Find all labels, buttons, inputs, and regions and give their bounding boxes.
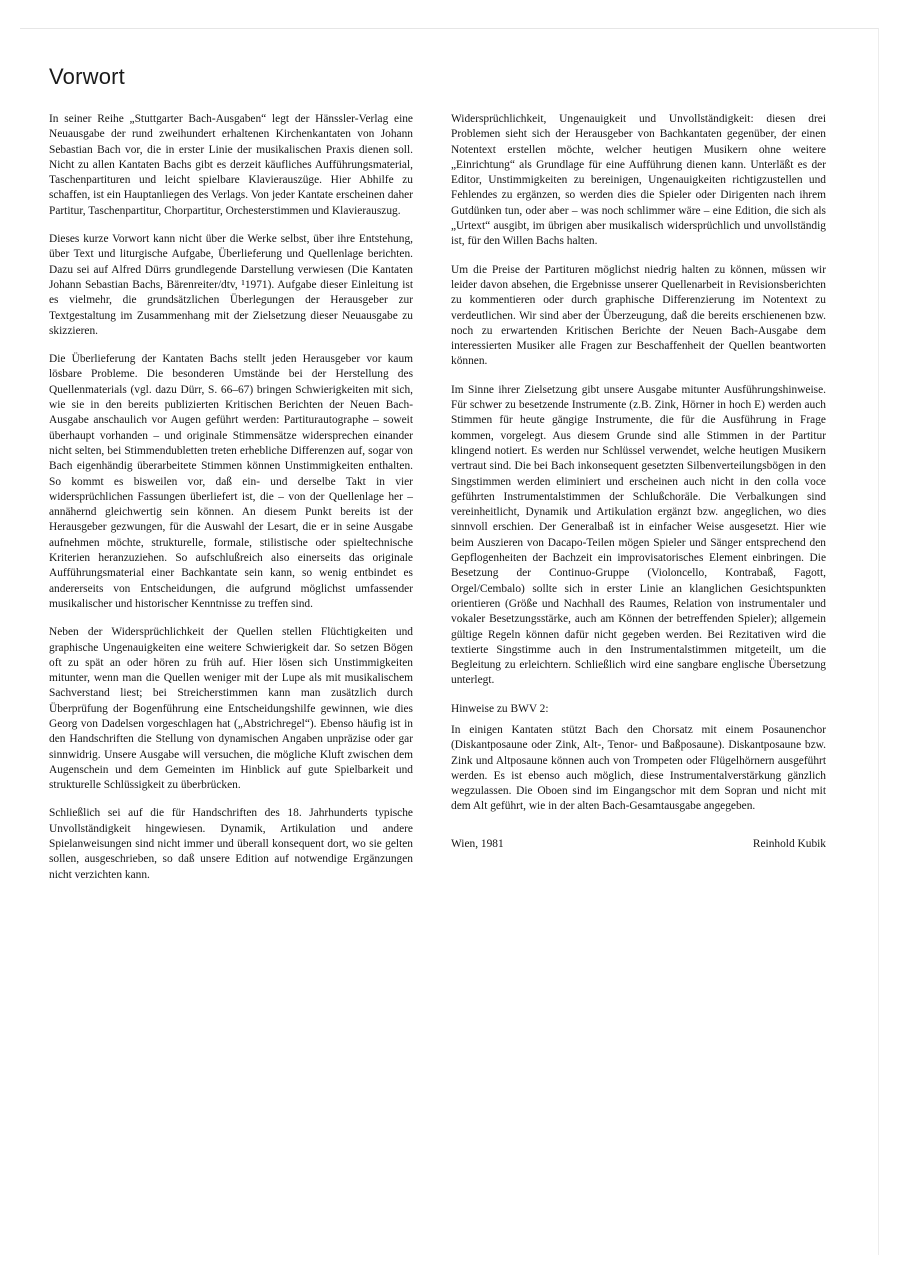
place-date: Wien, 1981	[451, 837, 504, 850]
paragraph: Widersprüchlichkeit, Ungenauigkeit und Unvollständigkeit: diesen drei Problemen sieht sich der Herausgeber von Bachkantaten gegenüber, der einen Notentext erstellen möchte, welcher heutigen Musikern ohne weitere „Einrichtung“ als Grundlage für eine Aufführung dienen kann. Unterläßt es der Editor, Unstimmigkeiten zu bereinigen, Ungenauigkeiten richtigzustellen und Fehlendes zu ergänzen, so werden dies die Spieler oder Dirigenten nach ihrem Gutdünken tun, oder aber – was noch schlimmer wäre – eine Edition, die sich als „Urtext“ ausgibt, im übrigen aber musikalisch widersprüchlich und unvollständig ist, für den Willen Bachs halten.	[451, 113, 826, 248]
hinweise-heading: Hinweise zu BWV 2:	[451, 702, 549, 715]
paragraph: Im Sinne ihrer Zielsetzung gibt unsere Ausgabe mitunter Ausführungshinweise. Für schwer zu besetzende Instrumente (z.B. Zink, Hörner in hoch E) werden auch Stimmen für heute gängige Instrumente, die für die Ausführung in Frage kommen, vorgelegt. Aus diesem Grunde sind alle Stimmen in der Partitur klingend notiert. Es werden nur Schlüssel verwendet, welche heutigen Musikern vertraut sind. Die bei Bach inkonsequent gesetzten Silbenverteilungsbögen in den Singstimmen werden eliminiert und erscheinen auch nicht in den colla voce geführten Instrumentalstimmen der Schlußchoräle. Die Verbalkungen sind vereinheitlicht, Dynamik und Artikulation ergänzt bzw. angeglichen, wo dies sinnvoll erschien. Der Generalbaß ist in einfacher Weise ausgesetzt. Hier wie beim Auszieren von Dacapo-Teilen mögen Spieler und Sänger entsprechend den Gepflogenheiten der Bachzeit ein improvisatorisches Element einbringen. Die Besetzung der Continuo-Gruppe (Violoncello, Kontrabaß, Fagott, Orgel/Cembalo) sollte sich in erster Linie an klanglichen Gesichtspunkten orientieren (Größe und Nachhall des Raumes, Relation von instrumentaler und vokaler Besetzungsstärke, auch am Können der betreffenden Spieler); allgemein gültige Regeln können dafür nicht gegeben werden. Bei Rezitativen wird die textierte Singstimme auch in den Instrumentalstimmen mitgeteilt, um die Begleitung zu erleichtern. Schließlich wird eine sangbare englische Übersetzung unterlegt.	[451, 383, 826, 687]
paragraph: In seiner Reihe „Stuttgarter Bach-Ausgaben“ legt der Hänssler-Verlag eine Neuausgabe der rund zweihundert erhaltenen Kirchenkantaten von Johann Sebastian Bach vor, die in erster Linie der musikalischen Praxis dienen soll. Nicht zu allen Kantaten Bachs gibt es derzeit käufliches Aufführungsmaterial, Taschenpartituren und leicht spielbare Klavierauszüge. Hier Abhilfe zu schaffen, ist ein Hauptanliegen des Verlags. Von jeder Kantate erscheinen daher Partitur, Taschenpartitur, Chorpartitur, Orchesterstimmen und Klavierauszug.	[49, 113, 413, 217]
page-title: Vorwort	[49, 64, 125, 89]
paragraph: Schließlich sei auf die für Handschriften des 18. Jahrhunderts typische Unvollständigkeit hingewiesen. Dynamik, Artikulation und andere Spielanweisungen sind nicht immer und überall konsequent dort, wo sie gelten sollen, ausgeschrieben, so daß unsere Edition auf notwendige Ergänzungen nicht verzichten kann.	[49, 807, 413, 881]
paragraph: Die Überlieferung der Kantaten Bachs stellt jeden Herausgeber vor kaum lösbare Probleme. Die besonderen Umstände bei der Herstellung des Quellenmaterials (vgl. dazu Dürr, S. 66–67) bringen Schwierigkeiten mit sich, wie sie in den bereits publizierten Kritischen Berichten der Neuen Bach-Ausgabe anschaulich vor Augen geführt werden: Partiturautographe – soweit überhaupt vorhanden – und originale Stimmensätze widersprechen einander nicht selten, bei Stimmendubletten treten erhebliche Differenzen auf, sogar von Bach eigenhändig überarbeitete Stimmen können Unstimmigkeiten enthalten. So kommt es bisweilen vor, daß ein- und derselbe Takt in vier widersprüchlichen Fassungen überliefert ist, die – von der Quellenlage her – annähernd gleichwertig sein können. An diesem Punkt bereits ist der Herausgeber gezwungen, für die Auswahl der Lesart, die er in seine Ausgabe aufnehmen möchte, strukturelle, formale, stilistische oder spieltechnische Kriterien heranzuziehen. So aufschlußreich also einerseits das originale Aufführungsmaterial einer Bachkantate sein kann, so wenig entbindet es andererseits von Entscheidungen, die aufgrund möglichst umfassender musikalischer und historischer Kenntnisse zu treffen sind.	[49, 353, 413, 610]
hinweise-text: In einigen Kantaten stützt Bach den Chorsatz mit einem Posaunenchor (Diskantposaune oder Zink, Alt-, Tenor- und Baßposaune). Diskantposaune bzw. Zink und Altposaune können auch von Trompeten oder Flügelhörnern ausgeführt werden. Es ist ebenso auch möglich, diese Instrumentalverstärkung gänzlich wegzulassen. Die Oboen sind im Eingangschor mit dem Sopran und nicht mit dem Alt geführt, wie in der alten Bach-Gesamtausgabe angegeben.	[451, 723, 826, 813]
author-name: Reinhold Kubik	[752, 837, 826, 850]
paragraph: Um die Preise der Partituren möglichst niedrig halten zu können, müssen wir leider davon absehen, die Ergebnisse unserer Quellenarbeit in Revisionsberichten zu kommentieren oder durch graphische Differenzierung im Notentext zu verdeutlichen. Wir sind aber der Überzeugung, daß die bereits erschienenen bzw. noch zu erwartenden Kritischen Berichte der Neuen Bach-Ausgabe dem interessierten Musiker alle Fragen zur Beschaffenheit der Quellen beantworten können.	[451, 263, 826, 368]
signature-line	[451, 837, 826, 852]
right-column	[451, 112, 826, 852]
paragraph: Neben der Widersprüchlichkeit der Quellen stellen Flüchtigkeiten und graphische Ungenauigkeiten eine weitere Schwierigkeit dar. So setzen Bögen oft zu spät an oder hören zu früh auf. Hier lösen sich Unstimmigkeiten mitunter, wenn man die Quellen weniger mit der Lupe als mit musikalischem Sachverstand liest; bei Streicherstimmen kann man zusätzlich durch Überprüfung der Bogenführung eine Entscheidungshilfe gewinnen, wie dies Georg von Dadelsen vorgeschlagen hat („Abstrichregel“). Ebenso häufig ist in den Handschriften die Stellung von dynamischen Angaben unpräzise oder gar sinnwidrig. Unsere Ausgabe will versuchen, die mögliche Kluft zwischen dem Augenschein und dem Gemeinten im Hinblick auf gute Spielbarkeit und strukturelle Schlüssigkeit zu überbrücken.	[49, 626, 413, 792]
left-column	[49, 112, 413, 896]
paragraph: Dieses kurze Vorwort kann nicht über die Werke selbst, über ihre Entstehung, über Text und liturgische Aufgabe, Überlieferung und Quellenlage berichten. Dazu sei auf Alfred Dürrs grundlegende Darstellung verwiesen (Die Kantaten Johann Sebastian Bachs, Bärenreiter/dtv, ¹1971). Aufgabe dieser Einleitung ist es vielmehr, die grundsätzlichen Überlegungen der Herausgeber zur Textgestaltung im Zusammenhang mit der Zielsetzung dieser Neuausgabe zu skizzieren.	[49, 233, 413, 337]
